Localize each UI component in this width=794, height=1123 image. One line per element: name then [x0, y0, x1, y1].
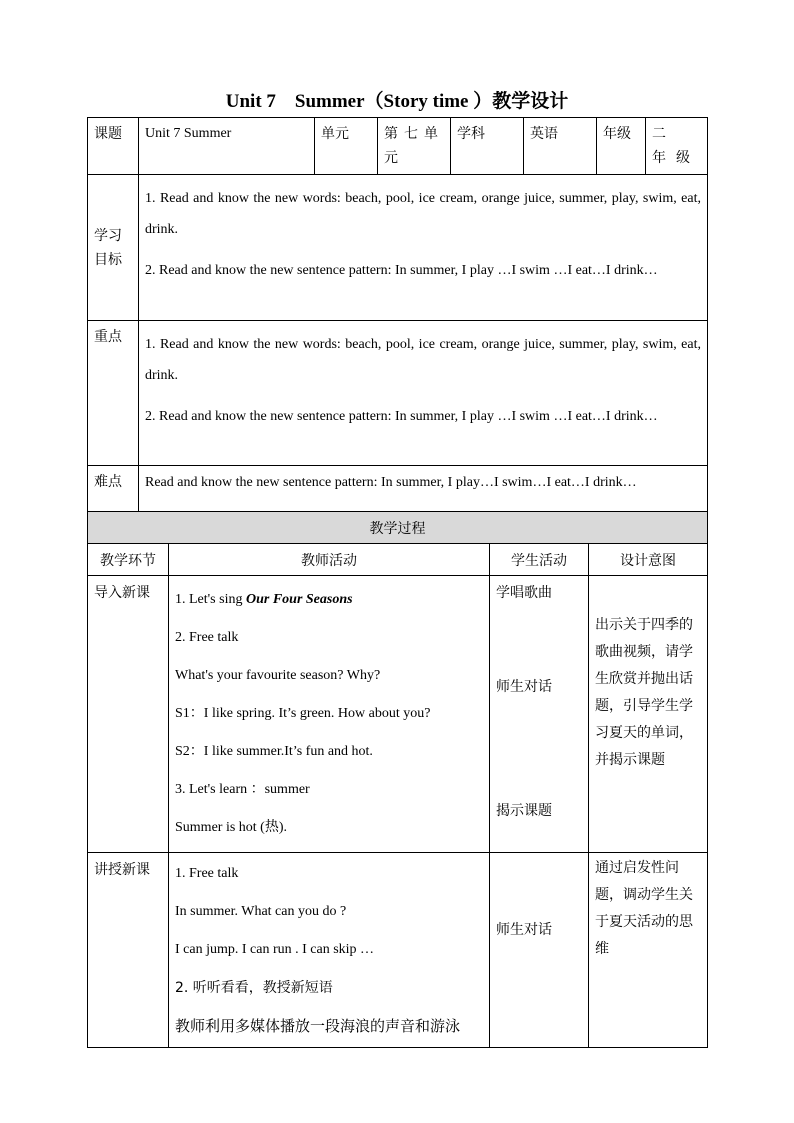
objectives-row [88, 175, 708, 321]
teacher-activity-new [169, 853, 490, 1048]
student-activity-2: 师生对话 [496, 679, 552, 695]
process-heading: 教学过程 [88, 512, 708, 544]
key-point-line-1: 1. Read and know the new words: beach, pool, ice cream, orange juice, summer, play, swim, eat, drink. [145, 337, 701, 383]
student-activity-new: 师生对话 [490, 853, 589, 1048]
new-line-3: I can jump. I can run . I can skip … [175, 942, 375, 957]
difficulties-content: Read and know the new sentence pattern: In summer, I play…I swim…I eat…I drink… [139, 466, 708, 518]
keti-value: Unit 7 Summer [139, 118, 315, 175]
intro-line-1: 1. Let's sing Our Four Seasons [175, 592, 353, 607]
objective-line-1: 1. Read and know the new words: beach, pool, ice cream, orange juice, summer, play, swim, eat, drink. [145, 191, 701, 237]
purpose-intro: 出示关于四季的歌曲视频，请学生欣赏并抛出话题，引导学生学习夏天的单词，并揭示课题 [589, 576, 708, 853]
purpose-new: 通过启发性问题，调动学生关于夏天活动的思维 [589, 853, 708, 1048]
intro-line-3: What's your favourite season? Why? [175, 668, 381, 683]
new-line-2: In summer. What can you do ? [175, 904, 347, 919]
document-title: Unit 7 Summer（Story time ）教学设计 [225, 91, 569, 112]
song-title: Our Four Seasons [245, 592, 353, 607]
objectives-content [139, 175, 708, 321]
student-activity-intro [490, 576, 589, 853]
key-points-content [139, 321, 708, 466]
objectives-label: 学习目标 [88, 175, 139, 321]
new-line-1: 1. Free talk [175, 866, 239, 881]
teacher-activity-intro [169, 576, 490, 853]
intro-line-2: 2. Free talk [175, 630, 239, 645]
intro-line-4: S1：I like spring. It’s green. How about you? [175, 706, 431, 721]
xueke-value: 英语 [524, 118, 597, 175]
intro-line-5: S2：I like summer.It’s fun and hot. [175, 744, 373, 759]
danyuan-value: 第七单元 [378, 118, 451, 175]
intro-line-6: 3. Let's learn ：summer [175, 782, 310, 797]
key-points-label: 重点 [88, 321, 139, 466]
xueke-label: 学科 [451, 118, 524, 175]
process-row-intro [88, 576, 708, 853]
header-teacher: 教师活动 [169, 544, 490, 576]
stage-intro: 导入新课 [88, 576, 169, 853]
keti-label: 课题 [88, 118, 139, 175]
header-purpose: 设计意图 [589, 544, 708, 576]
process-row-new [88, 853, 708, 1048]
nianji-value: 二 年级 [646, 118, 708, 175]
intro-line-7: Summer is hot (热). [175, 820, 287, 835]
new-line-5: 教师利用多媒体播放一段海浪的声音和游泳 [175, 1017, 461, 1035]
nianji-label: 年级 [597, 118, 646, 175]
difficulties-row [88, 466, 708, 518]
info-row [88, 118, 708, 175]
course-info-table [87, 117, 708, 518]
danyuan-label: 单元 [315, 118, 378, 175]
student-activity-3: 揭示课题 [496, 803, 552, 819]
student-activity-1: 学唱歌曲 [496, 585, 552, 601]
key-points-row [88, 321, 708, 466]
new-line-4: 2. 听听看看，教授新短语 [175, 980, 333, 996]
stage-new: 讲授新课 [88, 853, 169, 1048]
difficulties-label: 难点 [88, 466, 139, 518]
header-student: 学生活动 [490, 544, 589, 576]
header-stage: 教学环节 [88, 544, 169, 576]
key-point-line-2: 2. Read and know the new sentence pattern: In summer, I play …I swim …I eat…I drink… [145, 409, 658, 424]
objective-line-2: 2. Read and know the new sentence pattern: In summer, I play …I swim …I eat…I drink… [145, 263, 658, 278]
teaching-process-table [87, 511, 708, 1048]
